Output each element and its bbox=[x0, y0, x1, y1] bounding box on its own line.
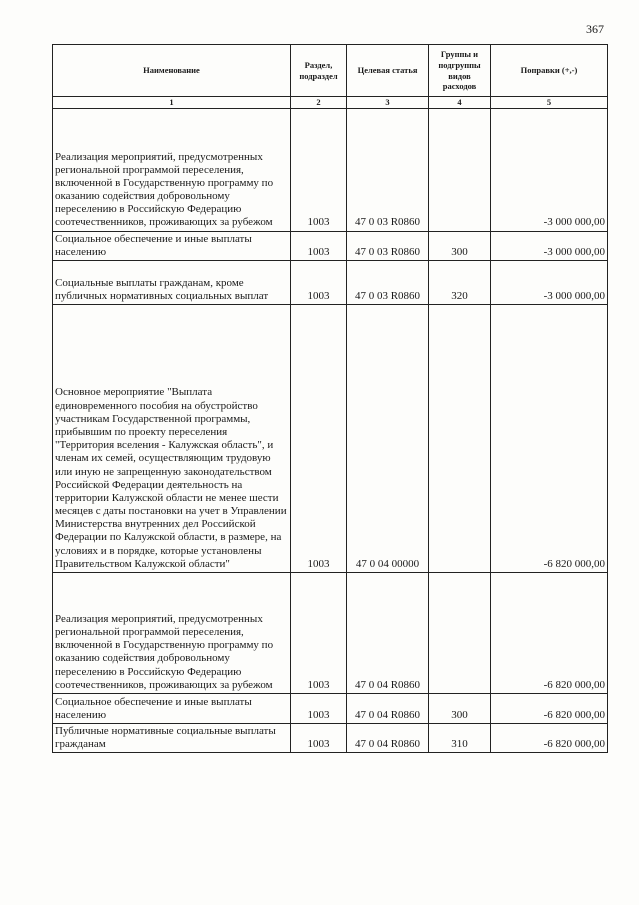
budget-table bbox=[52, 44, 608, 753]
page-number: 367 bbox=[586, 22, 604, 36]
table-row bbox=[53, 231, 608, 260]
row-article: 47 0 04 R0860 bbox=[347, 694, 429, 724]
row-amount: -6 820 000,00 bbox=[491, 305, 608, 573]
header-row bbox=[53, 45, 608, 97]
row-section: 1003 bbox=[291, 261, 347, 305]
header-article: Целевая статья bbox=[347, 45, 429, 97]
table-header bbox=[53, 45, 608, 109]
table-row bbox=[53, 108, 608, 231]
table-body bbox=[53, 108, 608, 753]
row-amount: -6 820 000,00 bbox=[491, 573, 608, 694]
row-group: 300 bbox=[429, 231, 491, 260]
row-name: Социальное обеспечение и иные выплаты населению bbox=[53, 231, 291, 260]
column-number: 5 bbox=[491, 97, 608, 109]
row-article: 47 0 04 R0860 bbox=[347, 573, 429, 694]
row-article: 47 0 03 R0860 bbox=[347, 108, 429, 231]
row-group bbox=[429, 305, 491, 573]
column-number: 3 bbox=[347, 97, 429, 109]
header-section: Раздел, подраздел bbox=[291, 45, 347, 97]
row-section: 1003 bbox=[291, 694, 347, 724]
row-group: 320 bbox=[429, 261, 491, 305]
row-amount: -6 820 000,00 bbox=[491, 694, 608, 724]
header-amendments: Поправки (+,-) bbox=[491, 45, 608, 97]
table-row bbox=[53, 573, 608, 694]
row-group: 310 bbox=[429, 724, 491, 753]
row-name: Реализация мероприятий, предусмотренных региональной программой переселения, включенной в Государственную программу по оказанию содействия добровольному переселению в Российскую Федерацию соотечественников, проживающих за рубежом bbox=[53, 108, 291, 231]
row-name: Реализация мероприятий, предусмотренных региональной программой переселения, включенной в Государственную программу по оказанию содействия добровольному переселению в Российскую Федерацию соотечественников, проживающих за рубежом bbox=[53, 573, 291, 694]
row-name: Публичные нормативные социальные выплаты гражданам bbox=[53, 724, 291, 753]
row-section: 1003 bbox=[291, 108, 347, 231]
row-group bbox=[429, 108, 491, 231]
row-group bbox=[429, 573, 491, 694]
row-article: 47 0 03 R0860 bbox=[347, 231, 429, 260]
row-amount: -3 000 000,00 bbox=[491, 231, 608, 260]
table-row bbox=[53, 694, 608, 724]
row-article: 47 0 04 00000 bbox=[347, 305, 429, 573]
header-groups: Группы и подгруппы видов расходов bbox=[429, 45, 491, 97]
row-section: 1003 bbox=[291, 231, 347, 260]
row-amount: -3 000 000,00 bbox=[491, 108, 608, 231]
column-number: 2 bbox=[291, 97, 347, 109]
row-section: 1003 bbox=[291, 724, 347, 753]
row-section: 1003 bbox=[291, 305, 347, 573]
row-article: 47 0 03 R0860 bbox=[347, 261, 429, 305]
row-name: Социальное обеспечение и иные выплаты населению bbox=[53, 694, 291, 724]
table-row bbox=[53, 305, 608, 573]
row-group: 300 bbox=[429, 694, 491, 724]
table-row bbox=[53, 261, 608, 305]
column-number: 4 bbox=[429, 97, 491, 109]
column-number: 1 bbox=[53, 97, 291, 109]
row-name: Основное мероприятие "Выплата единовременного пособия на обустройство участникам Государственной программы, прибывшим по проекту переселения "Территория вселения - Калужская область", и членам их семей, осуществляющим трудовую или иную не запрещенную законодательством Российской Федерации деятельность на территории Калужской области не менее шести месяцев с даты постановки на учет в Управлении Министерства внутренних дел Российской Федерации по Калужской области, в размере, на условиях и в порядке, которые установлены Правительством Калужской области" bbox=[53, 305, 291, 573]
row-amount: -6 820 000,00 bbox=[491, 724, 608, 753]
table-row bbox=[53, 724, 608, 753]
column-number-row bbox=[53, 97, 608, 109]
row-amount: -3 000 000,00 bbox=[491, 261, 608, 305]
row-name: Социальные выплаты гражданам, кроме публичных нормативных социальных выплат bbox=[53, 261, 291, 305]
header-name: Наименование bbox=[53, 45, 291, 97]
row-article: 47 0 04 R0860 bbox=[347, 724, 429, 753]
row-section: 1003 bbox=[291, 573, 347, 694]
